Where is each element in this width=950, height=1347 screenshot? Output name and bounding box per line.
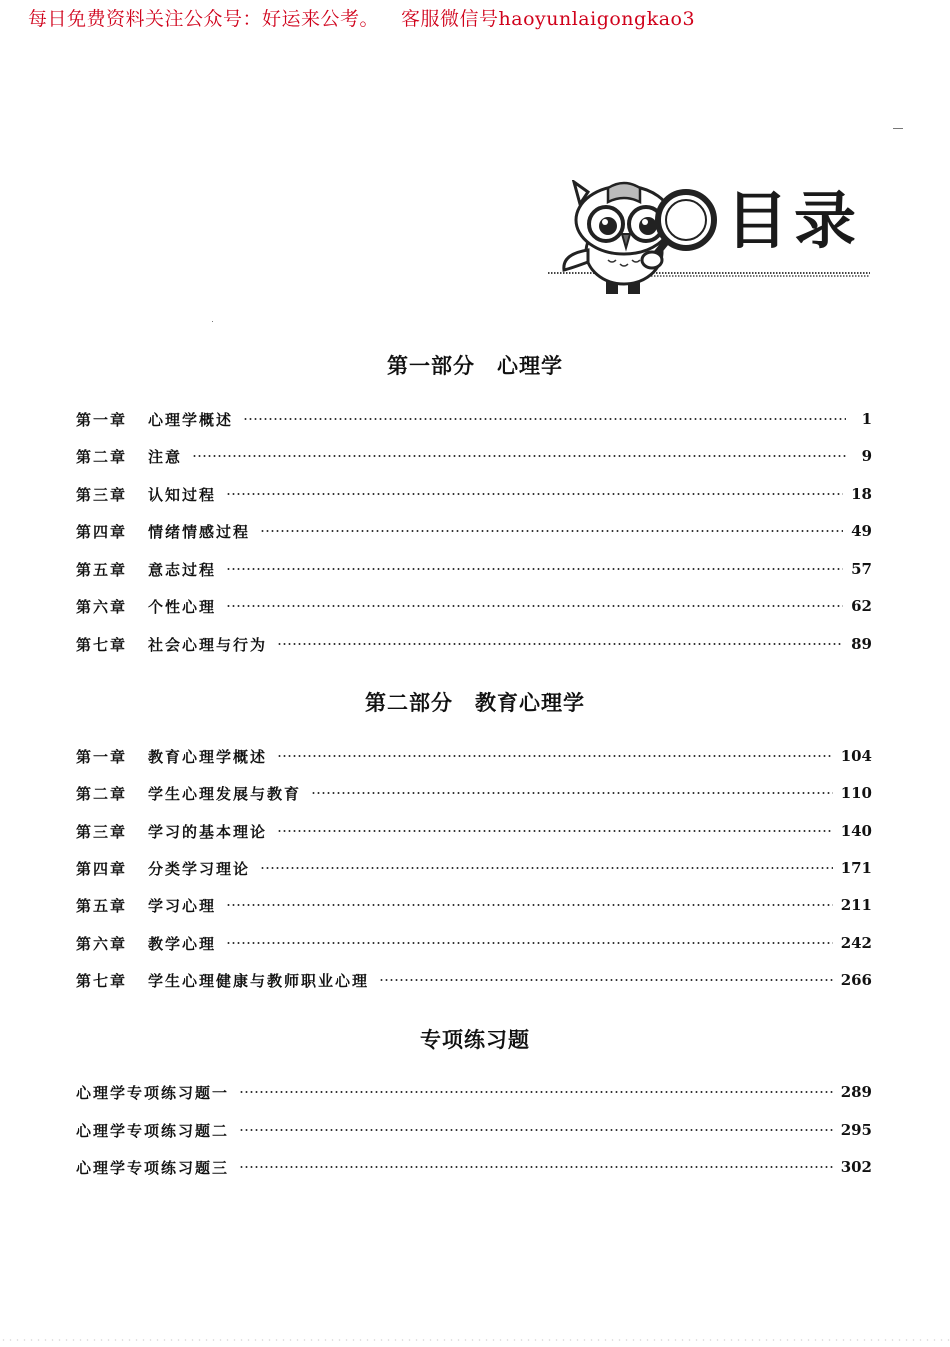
dot-leader bbox=[277, 643, 843, 645]
page-number: 49 bbox=[851, 522, 872, 540]
dot-leader bbox=[311, 792, 833, 794]
section-title-psychology: 第一部分 心理学 bbox=[387, 353, 563, 378]
dot-leader bbox=[277, 830, 833, 832]
chapter-title: 学生心理发展与教育 bbox=[148, 784, 302, 803]
chapter-title: 教学心理 bbox=[148, 934, 217, 953]
chapter-title: 认知过程 bbox=[148, 485, 217, 504]
chapter-number: 第四章 bbox=[76, 859, 128, 878]
page-number: 89 bbox=[851, 635, 872, 653]
chapter-title: 情绪情感过程 bbox=[148, 522, 251, 541]
toc-entry[interactable] bbox=[76, 519, 872, 543]
watermark-banner bbox=[28, 4, 695, 31]
page-number: 9 bbox=[861, 447, 872, 465]
page-number: 18 bbox=[851, 485, 872, 503]
toc-entry[interactable] bbox=[76, 1080, 872, 1104]
chapter-number: 第七章 bbox=[76, 635, 128, 654]
page-number: 295 bbox=[840, 1121, 872, 1139]
toc-entry[interactable] bbox=[76, 407, 872, 431]
chapter-number: 第一章 bbox=[76, 747, 128, 766]
dot-leader bbox=[239, 1166, 833, 1168]
exercise-title: 心理学专项练习题二 bbox=[76, 1121, 230, 1140]
page-number: 242 bbox=[840, 934, 872, 952]
dot-leader bbox=[226, 904, 833, 906]
toc-entry[interactable] bbox=[76, 557, 872, 581]
page-number: 211 bbox=[840, 896, 872, 914]
page-number: 266 bbox=[840, 971, 872, 989]
page-number: 302 bbox=[840, 1158, 872, 1176]
toc-entry[interactable] bbox=[76, 781, 872, 805]
dot-leader bbox=[260, 867, 833, 869]
chapter-number: 第三章 bbox=[76, 485, 128, 504]
dot-leader bbox=[277, 755, 833, 757]
dot-leader bbox=[239, 1091, 833, 1093]
scan-edge-noise bbox=[0, 1339, 950, 1341]
toc-entry[interactable] bbox=[76, 856, 872, 880]
banner-text-2: 客服微信号haoyunlaigongkao3 bbox=[401, 8, 696, 30]
chapter-title: 个性心理 bbox=[148, 597, 217, 616]
exercise-title: 心理学专项练习题一 bbox=[76, 1083, 230, 1102]
page-number: 140 bbox=[840, 822, 872, 840]
section-title-educational-psychology: 第二部分 教育心理学 bbox=[365, 690, 585, 715]
exercise-title: 心理学专项练习题三 bbox=[76, 1158, 230, 1177]
dot-leader bbox=[260, 530, 843, 532]
chapter-number: 第六章 bbox=[76, 597, 128, 616]
toc-entry[interactable] bbox=[76, 594, 872, 618]
chapter-number: 第一章 bbox=[76, 410, 128, 429]
chapter-number: 第四章 bbox=[76, 522, 128, 541]
page-title: 目录 bbox=[726, 184, 863, 257]
dot-leader bbox=[226, 568, 843, 570]
chapter-number: 第二章 bbox=[76, 784, 128, 803]
page-number: 57 bbox=[851, 560, 872, 578]
chapter-title: 学习的基本理论 bbox=[148, 822, 268, 841]
toc-entry[interactable] bbox=[76, 931, 872, 955]
toc-entry[interactable] bbox=[76, 632, 872, 656]
chapter-title: 社会心理与行为 bbox=[148, 635, 268, 654]
chapter-title: 教育心理学概述 bbox=[148, 747, 268, 766]
page-number: 289 bbox=[840, 1083, 872, 1101]
toc-entry[interactable] bbox=[76, 482, 872, 506]
chapter-number: 第七章 bbox=[76, 971, 128, 990]
chapter-number: 第二章 bbox=[76, 447, 128, 466]
toc-entry[interactable] bbox=[76, 893, 872, 917]
chapter-title: 分类学习理论 bbox=[148, 859, 251, 878]
chapter-number: 第六章 bbox=[76, 934, 128, 953]
page-number: 104 bbox=[840, 747, 872, 765]
dot-leader bbox=[226, 493, 843, 495]
toc-entry[interactable] bbox=[76, 444, 872, 468]
toc-entry[interactable] bbox=[76, 968, 872, 992]
chapter-number: 第三章 bbox=[76, 822, 128, 841]
dot-leader bbox=[192, 455, 846, 457]
chapter-number: 第五章 bbox=[76, 560, 128, 579]
toc-entry[interactable] bbox=[76, 1155, 872, 1179]
page-number: 62 bbox=[851, 597, 872, 615]
chapter-title: 意志过程 bbox=[148, 560, 217, 579]
scan-mark bbox=[893, 128, 903, 129]
dot-leader bbox=[243, 418, 846, 420]
page-number: 1 bbox=[861, 410, 872, 428]
dot-leader bbox=[239, 1129, 833, 1131]
chapter-title: 学生心理健康与教师职业心理 bbox=[148, 971, 370, 990]
page-number: 110 bbox=[840, 784, 872, 802]
toc-entry[interactable] bbox=[76, 1118, 872, 1142]
section-title-practice-exercises: 专项练习题 bbox=[420, 1027, 530, 1052]
toc-entry[interactable] bbox=[76, 744, 872, 768]
chapter-title: 注意 bbox=[148, 447, 183, 466]
dot-leader bbox=[226, 605, 843, 607]
dot-leader bbox=[226, 942, 833, 944]
toc-entry[interactable] bbox=[76, 819, 872, 843]
scan-mark bbox=[212, 321, 213, 322]
page-number: 171 bbox=[840, 859, 872, 877]
chapter-number: 第五章 bbox=[76, 896, 128, 915]
chapter-title: 学习心理 bbox=[148, 896, 217, 915]
dot-leader bbox=[379, 979, 833, 981]
banner-text-1: 每日免费资料关注公众号：好运来公考。 bbox=[28, 8, 380, 30]
chapter-title: 心理学概述 bbox=[148, 410, 234, 429]
